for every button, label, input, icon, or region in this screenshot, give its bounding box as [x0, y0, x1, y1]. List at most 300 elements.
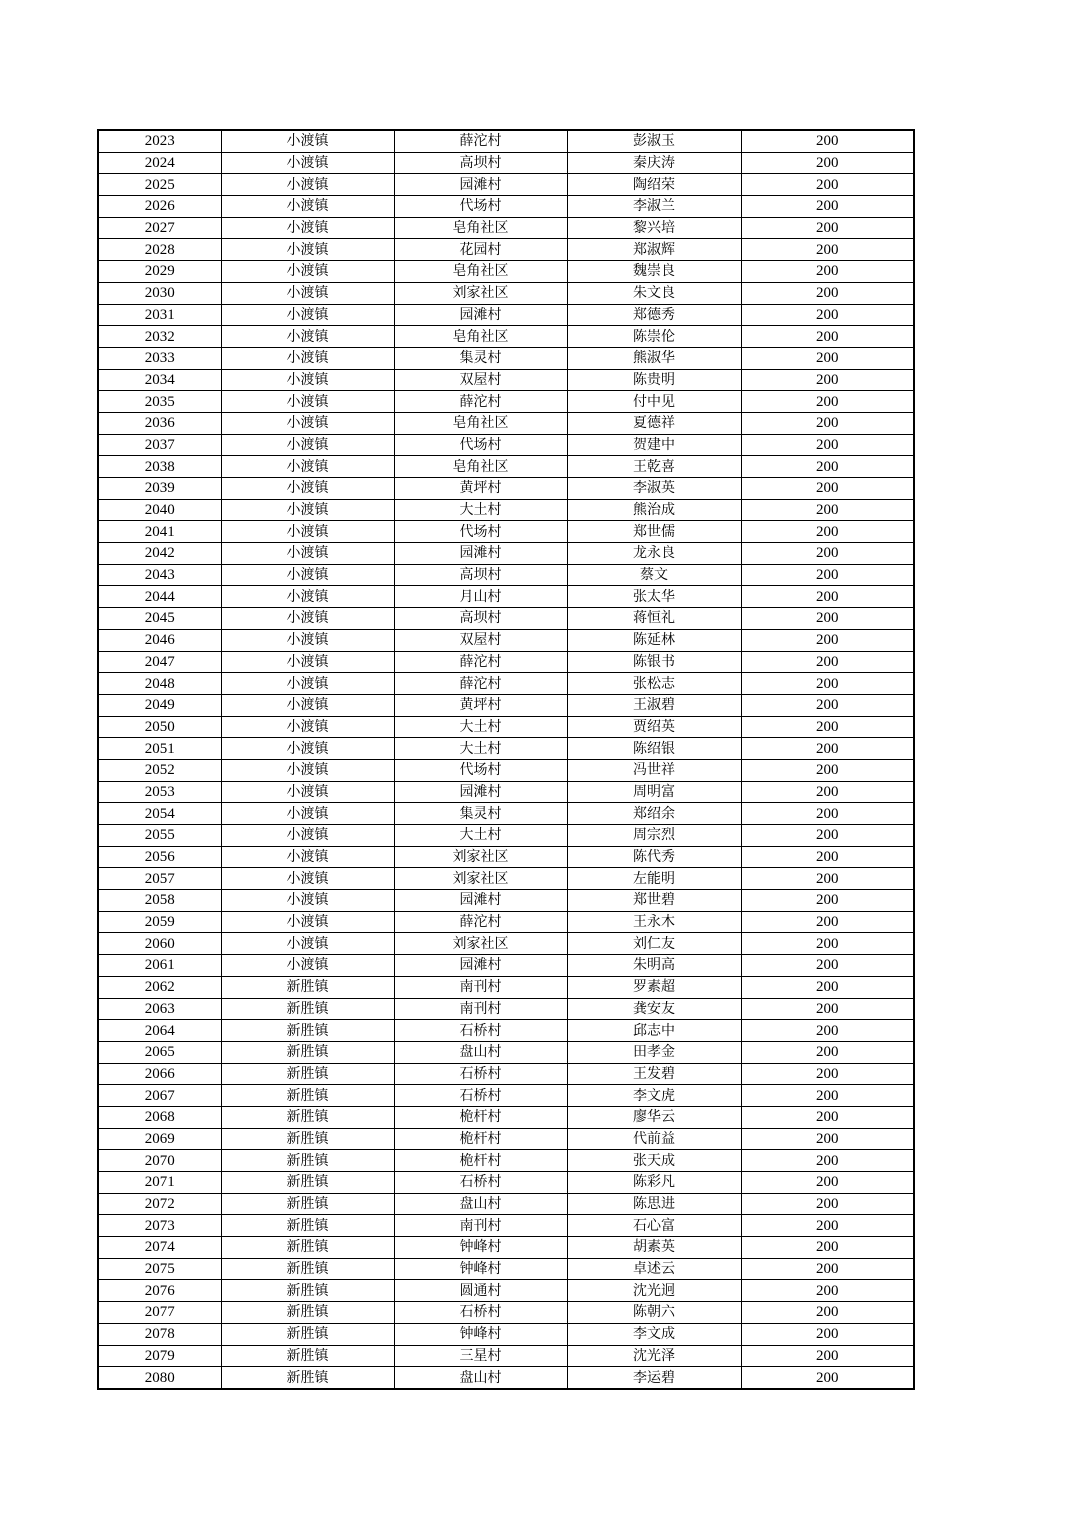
table-row [98, 976, 914, 998]
cell-number: 2057 [98, 868, 221, 890]
cell-town: 小渡镇 [221, 412, 394, 434]
cell-person-name: 张松志 [567, 673, 741, 695]
cell-town: 新胜镇 [221, 1367, 394, 1389]
cell-person-name: 郑绍余 [567, 803, 741, 825]
cell-village: 园滩村 [394, 174, 567, 196]
cell-amount: 200 [741, 759, 914, 781]
table-row [98, 304, 914, 326]
cell-town: 小渡镇 [221, 434, 394, 456]
cell-village: 南刊村 [394, 998, 567, 1020]
cell-town: 小渡镇 [221, 369, 394, 391]
table-row [98, 673, 914, 695]
table-row [98, 803, 914, 825]
cell-amount: 200 [741, 1345, 914, 1367]
cell-person-name: 龙永良 [567, 543, 741, 565]
cell-amount: 200 [741, 434, 914, 456]
cell-number: 2067 [98, 1085, 221, 1107]
cell-amount: 200 [741, 543, 914, 565]
cell-town: 新胜镇 [221, 1063, 394, 1085]
table-row [98, 846, 914, 868]
table-row [98, 412, 914, 434]
cell-amount: 200 [741, 1302, 914, 1324]
cell-town: 新胜镇 [221, 1020, 394, 1042]
cell-village: 大土村 [394, 499, 567, 521]
table-row [98, 282, 914, 304]
cell-number: 2076 [98, 1280, 221, 1302]
cell-number: 2043 [98, 564, 221, 586]
cell-amount: 200 [741, 738, 914, 760]
cell-town: 新胜镇 [221, 1150, 394, 1172]
cell-town: 新胜镇 [221, 1172, 394, 1194]
cell-person-name: 李文虎 [567, 1085, 741, 1107]
cell-town: 小渡镇 [221, 326, 394, 348]
cell-town: 小渡镇 [221, 391, 394, 413]
cell-town: 小渡镇 [221, 868, 394, 890]
cell-town: 小渡镇 [221, 304, 394, 326]
table-row [98, 1280, 914, 1302]
cell-person-name: 陈贵明 [567, 369, 741, 391]
cell-amount: 200 [741, 629, 914, 651]
cell-person-name: 王发碧 [567, 1063, 741, 1085]
cell-number: 2065 [98, 1041, 221, 1063]
cell-village: 高坝村 [394, 152, 567, 174]
cell-town: 新胜镇 [221, 998, 394, 1020]
cell-town: 新胜镇 [221, 1280, 394, 1302]
cell-town: 小渡镇 [221, 629, 394, 651]
table-row [98, 152, 914, 174]
cell-number: 2039 [98, 478, 221, 500]
cell-person-name: 朱明高 [567, 955, 741, 977]
cell-number: 2023 [98, 130, 221, 152]
cell-town: 新胜镇 [221, 1128, 394, 1150]
cell-town: 小渡镇 [221, 738, 394, 760]
cell-amount: 200 [741, 651, 914, 673]
cell-town: 小渡镇 [221, 196, 394, 218]
cell-number: 2059 [98, 911, 221, 933]
cell-person-name: 郑淑辉 [567, 239, 741, 261]
cell-number: 2064 [98, 1020, 221, 1042]
cell-village: 皂角社区 [394, 326, 567, 348]
cell-number: 2080 [98, 1367, 221, 1389]
table-row [98, 694, 914, 716]
cell-amount: 200 [741, 911, 914, 933]
cell-number: 2044 [98, 586, 221, 608]
table-row [98, 1106, 914, 1128]
table-row [98, 521, 914, 543]
cell-village: 大土村 [394, 716, 567, 738]
table-row [98, 586, 914, 608]
cell-town: 小渡镇 [221, 759, 394, 781]
cell-person-name: 魏崇良 [567, 261, 741, 283]
table-row [98, 933, 914, 955]
cell-amount: 200 [741, 521, 914, 543]
cell-town: 小渡镇 [221, 499, 394, 521]
cell-village: 南刊村 [394, 976, 567, 998]
cell-number: 2030 [98, 282, 221, 304]
cell-number: 2037 [98, 434, 221, 456]
cell-amount: 200 [741, 1323, 914, 1345]
cell-amount: 200 [741, 933, 914, 955]
table-row [98, 174, 914, 196]
cell-village: 盘山村 [394, 1367, 567, 1389]
cell-amount: 200 [741, 456, 914, 478]
cell-amount: 200 [741, 369, 914, 391]
table-row [98, 629, 914, 651]
cell-amount: 200 [741, 499, 914, 521]
cell-amount: 200 [741, 716, 914, 738]
cell-village: 皂角社区 [394, 217, 567, 239]
table-row [98, 1041, 914, 1063]
table-row [98, 499, 914, 521]
cell-village: 园滩村 [394, 781, 567, 803]
cell-village: 高坝村 [394, 608, 567, 630]
cell-amount: 200 [741, 1237, 914, 1259]
cell-number: 2054 [98, 803, 221, 825]
cell-village: 刘家社区 [394, 282, 567, 304]
cell-number: 2038 [98, 456, 221, 478]
cell-village: 桅杆村 [394, 1106, 567, 1128]
cell-amount: 200 [741, 781, 914, 803]
cell-amount: 200 [741, 825, 914, 847]
cell-amount: 200 [741, 694, 914, 716]
table-row [98, 1258, 914, 1280]
cell-town: 小渡镇 [221, 478, 394, 500]
table-row [98, 478, 914, 500]
cell-person-name: 张天成 [567, 1150, 741, 1172]
cell-amount: 200 [741, 1367, 914, 1389]
cell-village: 集灵村 [394, 347, 567, 369]
cell-number: 2024 [98, 152, 221, 174]
table-row [98, 1215, 914, 1237]
cell-number: 2077 [98, 1302, 221, 1324]
cell-village: 石桥村 [394, 1302, 567, 1324]
table-row [98, 564, 914, 586]
cell-village: 三星村 [394, 1345, 567, 1367]
cell-amount: 200 [741, 955, 914, 977]
cell-person-name: 周宗烈 [567, 825, 741, 847]
cell-number: 2031 [98, 304, 221, 326]
table-row [98, 1063, 914, 1085]
cell-village: 园滩村 [394, 543, 567, 565]
cell-town: 小渡镇 [221, 130, 394, 152]
table-row [98, 1172, 914, 1194]
cell-number: 2063 [98, 998, 221, 1020]
table-row [98, 738, 914, 760]
cell-village: 大土村 [394, 825, 567, 847]
cell-number: 2074 [98, 1237, 221, 1259]
cell-amount: 200 [741, 174, 914, 196]
cell-village: 石桥村 [394, 1085, 567, 1107]
table-row [98, 868, 914, 890]
cell-town: 小渡镇 [221, 239, 394, 261]
table-row [98, 651, 914, 673]
cell-amount: 200 [741, 1258, 914, 1280]
cell-amount: 200 [741, 326, 914, 348]
table-row [98, 239, 914, 261]
cell-village: 月山村 [394, 586, 567, 608]
cell-town: 小渡镇 [221, 825, 394, 847]
cell-person-name: 张太华 [567, 586, 741, 608]
cell-number: 2033 [98, 347, 221, 369]
cell-village: 石桥村 [394, 1063, 567, 1085]
cell-number: 2075 [98, 1258, 221, 1280]
cell-amount: 200 [741, 412, 914, 434]
cell-person-name: 冯世祥 [567, 759, 741, 781]
cell-town: 新胜镇 [221, 1302, 394, 1324]
cell-town: 小渡镇 [221, 456, 394, 478]
cell-town: 小渡镇 [221, 803, 394, 825]
cell-town: 小渡镇 [221, 933, 394, 955]
cell-amount: 200 [741, 564, 914, 586]
table-row [98, 1367, 914, 1389]
table-row [98, 261, 914, 283]
cell-town: 小渡镇 [221, 261, 394, 283]
cell-person-name: 付中见 [567, 391, 741, 413]
cell-town: 小渡镇 [221, 781, 394, 803]
cell-village: 薛沱村 [394, 130, 567, 152]
cell-town: 新胜镇 [221, 976, 394, 998]
cell-town: 小渡镇 [221, 911, 394, 933]
cell-number: 2045 [98, 608, 221, 630]
cell-amount: 200 [741, 261, 914, 283]
cell-person-name: 秦庆涛 [567, 152, 741, 174]
cell-village: 皂角社区 [394, 456, 567, 478]
cell-amount: 200 [741, 478, 914, 500]
cell-amount: 200 [741, 1106, 914, 1128]
cell-town: 小渡镇 [221, 890, 394, 912]
cell-number: 2073 [98, 1215, 221, 1237]
cell-village: 石桥村 [394, 1020, 567, 1042]
cell-town: 小渡镇 [221, 347, 394, 369]
cell-person-name: 代前益 [567, 1128, 741, 1150]
cell-number: 2047 [98, 651, 221, 673]
table-row [98, 716, 914, 738]
cell-person-name: 熊淑华 [567, 347, 741, 369]
cell-town: 小渡镇 [221, 673, 394, 695]
cell-number: 2032 [98, 326, 221, 348]
cell-person-name: 陈彩凡 [567, 1172, 741, 1194]
cell-number: 2053 [98, 781, 221, 803]
cell-village: 黄坪村 [394, 694, 567, 716]
cell-amount: 200 [741, 217, 914, 239]
table-row [98, 759, 914, 781]
cell-person-name: 陈朝六 [567, 1302, 741, 1324]
cell-person-name: 陶绍荣 [567, 174, 741, 196]
cell-town: 小渡镇 [221, 955, 394, 977]
cell-town: 小渡镇 [221, 608, 394, 630]
cell-number: 2068 [98, 1106, 221, 1128]
cell-number: 2051 [98, 738, 221, 760]
cell-village: 钟峰村 [394, 1237, 567, 1259]
cell-amount: 200 [741, 152, 914, 174]
cell-amount: 200 [741, 1128, 914, 1150]
table-row [98, 1302, 914, 1324]
cell-amount: 200 [741, 1063, 914, 1085]
table-row [98, 781, 914, 803]
cell-person-name: 李运碧 [567, 1367, 741, 1389]
cell-person-name: 王永木 [567, 911, 741, 933]
cell-person-name: 胡素英 [567, 1237, 741, 1259]
cell-village: 南刊村 [394, 1215, 567, 1237]
cell-number: 2070 [98, 1150, 221, 1172]
cell-number: 2025 [98, 174, 221, 196]
cell-village: 刘家社区 [394, 846, 567, 868]
cell-village: 刘家社区 [394, 933, 567, 955]
cell-amount: 200 [741, 868, 914, 890]
cell-village: 石桥村 [394, 1172, 567, 1194]
table-row [98, 326, 914, 348]
cell-person-name: 熊治成 [567, 499, 741, 521]
cell-person-name: 黎兴培 [567, 217, 741, 239]
table-row [98, 217, 914, 239]
cell-number: 2048 [98, 673, 221, 695]
cell-town: 新胜镇 [221, 1193, 394, 1215]
cell-number: 2026 [98, 196, 221, 218]
cell-town: 小渡镇 [221, 586, 394, 608]
cell-amount: 200 [741, 846, 914, 868]
cell-amount: 200 [741, 130, 914, 152]
cell-person-name: 石心富 [567, 1215, 741, 1237]
table-row [98, 543, 914, 565]
cell-person-name: 郑世儒 [567, 521, 741, 543]
table-row [98, 1085, 914, 1107]
cell-number: 2062 [98, 976, 221, 998]
cell-village: 花园村 [394, 239, 567, 261]
table-row [98, 1193, 914, 1215]
table-row [98, 196, 914, 218]
cell-amount: 200 [741, 803, 914, 825]
table-row [98, 434, 914, 456]
table-row [98, 825, 914, 847]
cell-amount: 200 [741, 890, 914, 912]
cell-person-name: 郑德秀 [567, 304, 741, 326]
cell-number: 2027 [98, 217, 221, 239]
cell-number: 2034 [98, 369, 221, 391]
cell-person-name: 田孝金 [567, 1041, 741, 1063]
cell-village: 桅杆村 [394, 1128, 567, 1150]
cell-town: 新胜镇 [221, 1215, 394, 1237]
cell-town: 小渡镇 [221, 716, 394, 738]
cell-number: 2056 [98, 846, 221, 868]
cell-person-name: 陈崇伦 [567, 326, 741, 348]
cell-person-name: 彭淑玉 [567, 130, 741, 152]
cell-village: 代场村 [394, 521, 567, 543]
cell-town: 小渡镇 [221, 564, 394, 586]
cell-person-name: 沈光迥 [567, 1280, 741, 1302]
cell-number: 2058 [98, 890, 221, 912]
cell-person-name: 罗素超 [567, 976, 741, 998]
cell-village: 园滩村 [394, 890, 567, 912]
cell-number: 2052 [98, 759, 221, 781]
cell-number: 2036 [98, 412, 221, 434]
cell-number: 2042 [98, 543, 221, 565]
cell-person-name: 李淑兰 [567, 196, 741, 218]
cell-amount: 200 [741, 1041, 914, 1063]
table-row [98, 911, 914, 933]
cell-number: 2040 [98, 499, 221, 521]
cell-amount: 200 [741, 1150, 914, 1172]
table-row [98, 369, 914, 391]
cell-village: 薛沱村 [394, 391, 567, 413]
cell-person-name: 陈代秀 [567, 846, 741, 868]
cell-amount: 200 [741, 608, 914, 630]
roster-table-body [98, 130, 914, 1389]
cell-village: 代场村 [394, 434, 567, 456]
cell-village: 钟峰村 [394, 1323, 567, 1345]
cell-town: 小渡镇 [221, 694, 394, 716]
cell-amount: 200 [741, 282, 914, 304]
cell-person-name: 邱志中 [567, 1020, 741, 1042]
cell-town: 新胜镇 [221, 1106, 394, 1128]
cell-number: 2028 [98, 239, 221, 261]
cell-amount: 200 [741, 1020, 914, 1042]
cell-person-name: 廖华云 [567, 1106, 741, 1128]
cell-person-name: 贺建中 [567, 434, 741, 456]
table-row [98, 1128, 914, 1150]
cell-village: 园滩村 [394, 304, 567, 326]
cell-village: 桅杆村 [394, 1150, 567, 1172]
cell-person-name: 沈光泽 [567, 1345, 741, 1367]
table-row [98, 1237, 914, 1259]
cell-amount: 200 [741, 304, 914, 326]
cell-number: 2055 [98, 825, 221, 847]
cell-number: 2060 [98, 933, 221, 955]
cell-person-name: 蔡文 [567, 564, 741, 586]
cell-village: 双屋村 [394, 369, 567, 391]
cell-town: 小渡镇 [221, 152, 394, 174]
cell-number: 2066 [98, 1063, 221, 1085]
table-row [98, 347, 914, 369]
cell-village: 薛沱村 [394, 651, 567, 673]
cell-number: 2072 [98, 1193, 221, 1215]
cell-town: 小渡镇 [221, 282, 394, 304]
cell-person-name: 夏德祥 [567, 412, 741, 434]
cell-person-name: 刘仁友 [567, 933, 741, 955]
cell-person-name: 左能明 [567, 868, 741, 890]
cell-village: 高坝村 [394, 564, 567, 586]
cell-number: 2078 [98, 1323, 221, 1345]
cell-person-name: 陈银书 [567, 651, 741, 673]
cell-village: 园滩村 [394, 955, 567, 977]
table-row [98, 890, 914, 912]
table-row [98, 608, 914, 630]
cell-town: 新胜镇 [221, 1041, 394, 1063]
cell-village: 双屋村 [394, 629, 567, 651]
table-row [98, 456, 914, 478]
cell-amount: 200 [741, 196, 914, 218]
cell-person-name: 王乾喜 [567, 456, 741, 478]
cell-village: 盘山村 [394, 1041, 567, 1063]
cell-number: 2079 [98, 1345, 221, 1367]
table-row [98, 391, 914, 413]
table-row [98, 955, 914, 977]
cell-amount: 200 [741, 239, 914, 261]
cell-person-name: 贾绍英 [567, 716, 741, 738]
cell-amount: 200 [741, 1280, 914, 1302]
cell-person-name: 李文成 [567, 1323, 741, 1345]
cell-town: 新胜镇 [221, 1345, 394, 1367]
cell-number: 2041 [98, 521, 221, 543]
table-row [98, 1323, 914, 1345]
cell-village: 刘家社区 [394, 868, 567, 890]
cell-village: 代场村 [394, 759, 567, 781]
table-row [98, 1345, 914, 1367]
cell-amount: 200 [741, 976, 914, 998]
cell-town: 小渡镇 [221, 521, 394, 543]
cell-town: 小渡镇 [221, 174, 394, 196]
cell-village: 钟峰村 [394, 1258, 567, 1280]
cell-village: 皂角社区 [394, 412, 567, 434]
